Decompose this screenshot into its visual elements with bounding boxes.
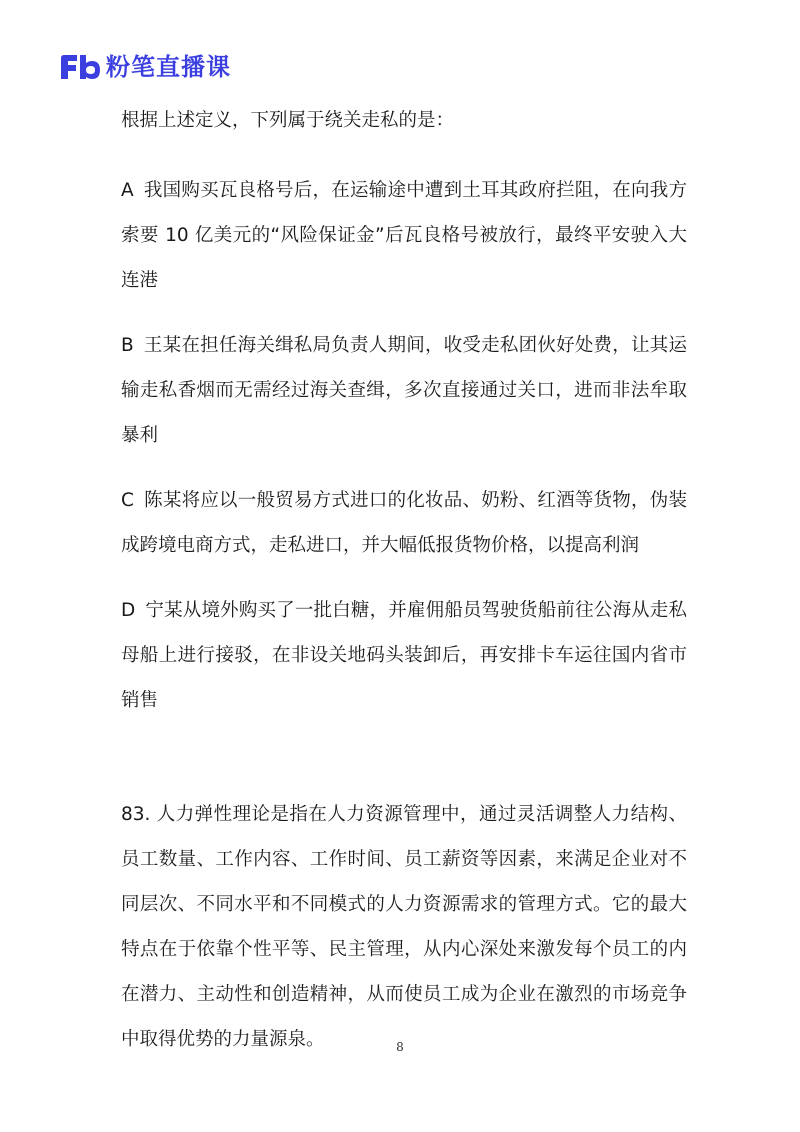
option-text: 我国购买瓦良格号后，在运输途中遭到土耳其政府拦阻，在向我方索要 10 亿美元的“风险保证金”后瓦良格号被放行，最终平安驶入大连港 (121, 180, 687, 291)
option-letter: B (121, 335, 134, 356)
option-text: 王某在担任海关缉私局负责人期间，收受走私团伙好处费，让其运输走私香烟而无需经过海关查缉，多次直接通过关口，进而非法牟取暴利 (121, 335, 687, 446)
passage-text: 83. 人力弹性理论是指在人力资源管理中，通过灵活调整人力结构、员工数量、工作内容、工作时间、员工薪资等因素，来满足企业对不同层次、不同水平和不同模式的人力资源需求的管理方式。它的最大特点在于依靠个性平等、民主管理，从内心深处来激发每个员工的内在潜力、主动性和创造精神，从而使员工成为企业在激烈的市场竞争中取得优势的力量源泉。 (121, 804, 687, 1050)
document-body (121, 98, 687, 1062)
option-text: 宁某从境外购买了一批白糖，并雇佣船员驾驶货船前往公海从走私母船上进行接驳，在非设关地码头装卸后，再安排卡车运往国内省市销售 (121, 600, 687, 711)
option-a (121, 168, 687, 303)
fb-logo-icon (58, 51, 102, 83)
option-b (121, 323, 687, 458)
page-number: 8 (396, 1040, 404, 1054)
page-header (58, 50, 231, 84)
option-c (121, 478, 687, 568)
option-text: 陈某将应以一般贸易方式进口的化妆品、奶粉、红酒等货物，伪装成跨境电商方式，走私进口，并大幅低报货物价格，以提高利润 (121, 490, 687, 556)
option-letter: C (121, 490, 134, 511)
option-letter: D (121, 600, 136, 621)
brand-name: 粉笔直播课 (106, 53, 231, 81)
option-d (121, 588, 687, 723)
question-prompt: 根据上述定义，下列属于绕关走私的是： (121, 110, 455, 131)
option-letter: A (121, 180, 134, 201)
